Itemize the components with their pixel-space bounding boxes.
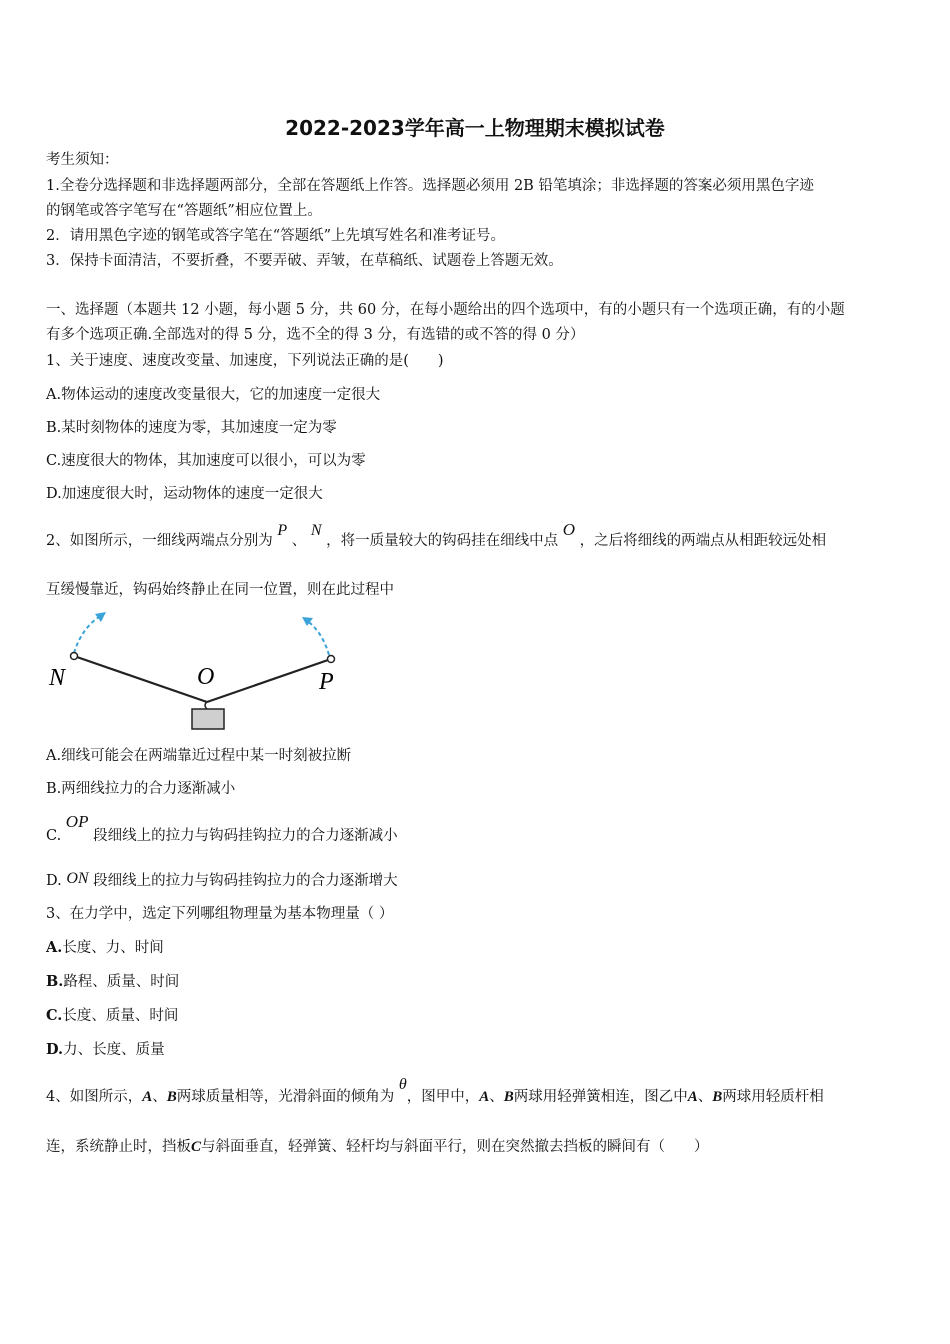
option-d-prefix: D.: [46, 873, 62, 889]
separator: 、: [152, 1089, 167, 1105]
endpoint-n: [71, 653, 78, 660]
symbol-b: B: [166, 1089, 177, 1105]
option-text: 长度、力、时间: [62, 940, 164, 956]
symbol-p: P: [277, 522, 288, 539]
notice-item-1-line-1: 1.全卷分选择题和非选择题两部分，全部在答题纸上作答。选择题必须用 2B 铅笔填涂；非选择题的答案必须用黑色字迹: [46, 178, 814, 194]
option-letter: C.: [46, 1007, 63, 1024]
symbol-b: B: [503, 1089, 514, 1105]
right-motion-arc: [306, 620, 329, 655]
figure-label-p: P: [319, 669, 334, 695]
question-1-option-a: A.物体运动的速度改变量很大，它的加速度一定很大: [46, 387, 381, 403]
question-4-line-2-part-b: 与斜面垂直，轻弹簧、轻杆均与斜面平行，则在突然撤去挡板的瞬间有（ ）: [201, 1139, 709, 1155]
question-1-option-b: B.某时刻物体的速度为零，其加速度一定为零: [46, 420, 337, 436]
symbol-n: N: [310, 522, 322, 539]
question-2-stem-line-2: 互缓慢靠近，钩码始终静止在同一位置，则在此过程中: [46, 582, 394, 598]
string-segment-on: [74, 656, 207, 702]
symbol-on: ON: [66, 870, 89, 887]
option-text: 路程、质量、时间: [63, 974, 180, 990]
option-text: 长度、质量、时间: [62, 1008, 179, 1024]
rope-hook-figure: [40, 605, 360, 735]
question-2-option-d: [46, 871, 398, 891]
section-1-line-2: 有多个选项正确.全部选对的得 5 分，选不全的得 3 分，有选错的或不答的得 0 分）: [46, 327, 585, 343]
page-title: 2022-2023学年高一上物理期末模拟试卷: [285, 116, 665, 140]
notice-heading: 考生须知：: [46, 152, 119, 168]
separator: 、: [291, 533, 307, 549]
question-4-stem-part-e: 两球用轻质杆相: [722, 1089, 824, 1105]
question-2-stem-part-c: ，之后将细线的两端点从相距较远处相: [579, 533, 827, 549]
left-arrow-icon: [95, 612, 106, 622]
symbol-op: OP: [65, 812, 89, 831]
question-4-stem-part-c: ，图甲中，: [406, 1089, 480, 1105]
question-1-stem: [46, 351, 444, 371]
symbol-a: A: [479, 1089, 490, 1105]
figure-label-n: N: [49, 665, 66, 691]
question-2-option-b: B.两细线拉力的合力逐渐减小: [46, 781, 236, 797]
separator: 、: [697, 1089, 713, 1105]
question-2-option-c: [46, 812, 398, 846]
question-3-option-a: [46, 938, 164, 958]
notice-item-3: 3．保持卡面清洁，不要折叠，不要弄破、弄皱，在草稿纸、试题卷上答题无效。: [46, 253, 563, 269]
question-2-stem-part-b: ，将一质量较大的钩码挂在细线中点: [326, 533, 559, 549]
section-1-line-1: 一、选择题（本题共 12 小题，每小题 5 分，共 60 分，在每小题给出的四个选项中，有的小题只有一个选项正确，有的小题: [46, 302, 845, 318]
symbol-c: C: [191, 1139, 202, 1155]
option-text: 力、长度、质量: [63, 1042, 165, 1058]
symbol-b: B: [712, 1089, 723, 1105]
separator: 、: [489, 1089, 504, 1105]
endpoint-p: [328, 656, 335, 663]
option-d-text: 段细线上的拉力与钩码挂钩拉力的合力逐渐增大: [93, 873, 398, 889]
question-4-line-2-part-a: 连，系统静止时，挡板: [46, 1139, 191, 1155]
option-c-text: 段细线上的拉力与钩码挂钩拉力的合力逐渐减小: [93, 828, 398, 844]
symbol-a: A: [142, 1089, 153, 1105]
question-1-option-d: D.加速度很大时，运动物体的速度一定很大: [46, 486, 323, 502]
weight-block: [192, 709, 224, 729]
option-c-prefix: C.: [46, 828, 62, 844]
notice-item-1-line-2: 的钢笔或答字笔写在“答题纸”相应位置上。: [46, 203, 322, 219]
question-2-stem-part-a: 2、如图所示，一细线两端点分别为: [46, 533, 273, 549]
question-1-option-c: C.速度很大的物体，其加速度可以很小，可以为零: [46, 453, 366, 469]
string-segment-op: [207, 659, 331, 702]
option-letter: A.: [46, 939, 63, 956]
question-1-stem-text: 1、关于速度、速度改变量、加速度，下列说法正确的是( ): [46, 353, 444, 369]
question-4-stem-line-1: [46, 1076, 824, 1107]
question-4-stem-line-2: [46, 1137, 709, 1157]
symbol-a: A: [687, 1089, 698, 1105]
option-letter: B.: [46, 973, 64, 990]
question-3-option-b: [46, 972, 179, 992]
question-3-option-d: [46, 1040, 165, 1060]
question-3-stem: 3、在力学中，选定下列哪组物理量为基本物理量（ ）: [46, 906, 394, 922]
hook-icon: [205, 702, 207, 709]
question-4-stem-part-a: 4、如图所示，: [46, 1089, 143, 1105]
symbol-o: O: [562, 520, 576, 539]
left-motion-arc: [74, 615, 102, 653]
question-3-option-c: [46, 1006, 178, 1026]
notice-item-2: 2．请用黑色字迹的钢笔或答字笔在“答题纸”上先填写姓名和准考证号。: [46, 228, 506, 244]
question-4-stem-part-b: 两球质量相等，光滑斜面的倾角为: [176, 1089, 395, 1105]
question-2-stem-line-1: [46, 520, 827, 551]
question-2-option-a: A.细线可能会在两端靠近过程中某一时刻被拉断: [46, 748, 352, 764]
question-4-stem-part-d: 两球用轻弹簧相连，图乙中: [513, 1089, 688, 1105]
figure-label-o: O: [197, 664, 215, 690]
symbol-theta: θ: [398, 1076, 407, 1093]
option-letter: D.: [46, 1041, 64, 1058]
